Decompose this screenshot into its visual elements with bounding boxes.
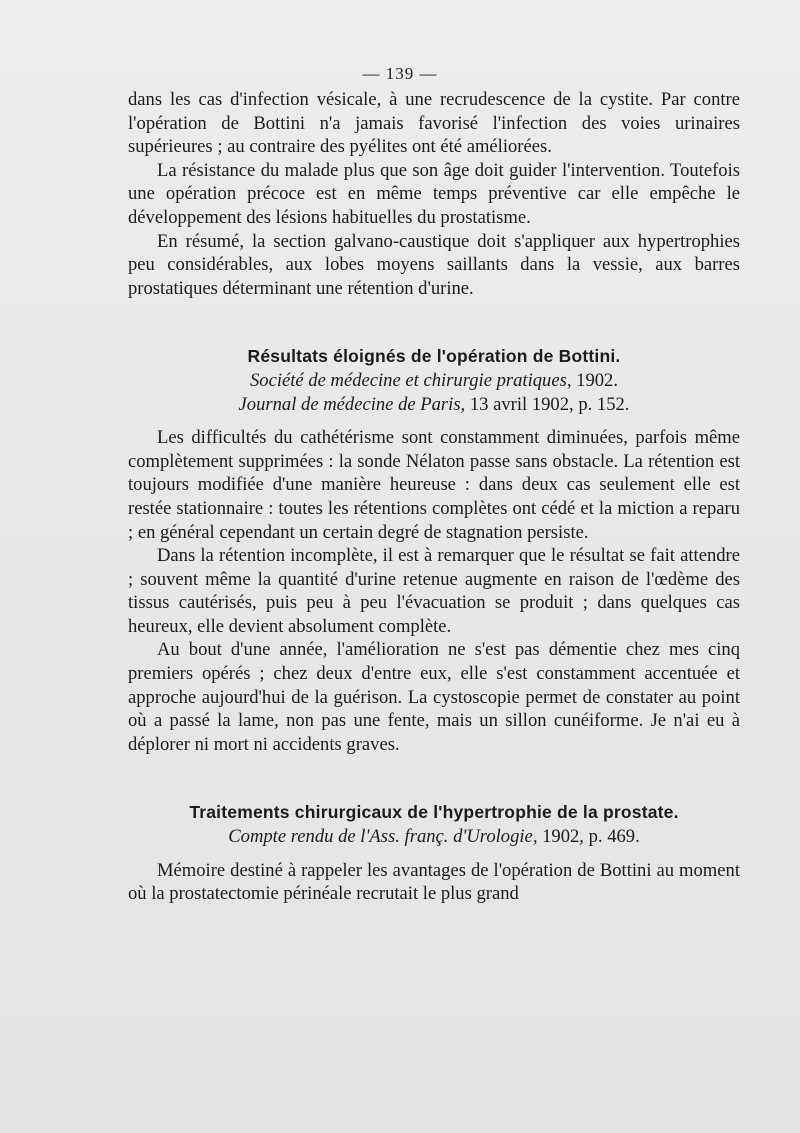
section-spacer xyxy=(128,756,740,801)
section-title-surgical-treatments: Traitements chirurgicaux de l'hypertrophie de la prostate. xyxy=(189,802,679,823)
reference-source: Compte rendu de l'Ass. franç. d'Urologie, xyxy=(228,826,538,848)
section-spacer xyxy=(128,300,740,345)
spacer xyxy=(128,849,740,859)
reference-detail: 1902. xyxy=(571,369,618,391)
reference-line xyxy=(128,369,740,393)
paragraph: Mémoire destiné à rappeler les avantages de l'opération de Bottini au moment où la prostatectomie périnéale recrutait le plus grand xyxy=(128,859,740,905)
section-title-bottini-results: Résultats éloignés de l'opération de Bottini. xyxy=(247,346,621,367)
reference-line xyxy=(128,393,740,417)
reference-detail: 13 avril 1902, p. 152. xyxy=(465,393,630,415)
spacer xyxy=(128,416,740,426)
paragraph: La résistance du malade plus que son âge doit guider l'intervention. Toutefois une opération précoce est en même temps préventive car elle empêche le développement des lésions habituelles du prostatisme. xyxy=(128,159,740,228)
reference-source: Société de médecine et chirurgie pratiques, xyxy=(250,369,572,391)
reference-detail: 1902, p. 469. xyxy=(537,826,640,848)
reference-source: Journal de médecine de Paris, xyxy=(238,393,466,415)
paragraph: Dans la rétention incomplète, il est à remarquer que le résultat se fait attendre ; souvent même la quantité d'urine retenue augmente en raison de l'œdème des tissus cautérisés, puis peu à peu l'évacuation se produit ; dans quelques cas heureux, elle devient absolument complète. xyxy=(128,545,740,637)
paragraph: Au bout d'une année, l'amélioration ne s'est pas démentie chez mes cinq premiers opérés ; chez deux d'entre eux, elle s'est constamment accentuée et approche aujourd'hui de la guérison. La cystoscopie permet de constater au point où a passé la lame, non pas une fente, mais un sillon cunéiforme. Je n'ai eu à déplorer ni mort ni accidents graves. xyxy=(128,639,740,755)
page-number: — 139 — xyxy=(362,64,438,83)
page-body xyxy=(128,88,740,906)
paragraph: Les difficultés du cathétérisme sont constamment diminuées, parfois même complètement supprimées : la sonde Nélaton passe sans obstacle. La rétention est toujours modifiée d'une manière heureuse : dans deux cas seulement elle est restée stationnaire : toutes les rétentions complètes ont cédé et la miction a reparu ; en général cependant un certain degré de stagnation persiste. xyxy=(128,427,740,543)
paragraph: En résumé, la section galvano-caustique doit s'appliquer aux hypertrophies peu considérables, aux lobes moyens saillants dans la vessie, aux barres prostatiques déterminant une rétention d'urine. xyxy=(128,230,740,299)
paragraph-continued: dans les cas d'infection vésicale, à une recrudescence de la cystite. Par contre l'opération de Bottini n'a jamais favorisé l'infection des voies urinaires supérieures ; au contraire des pyélites ont été améliorées. xyxy=(128,89,740,158)
reference-line xyxy=(128,825,740,849)
